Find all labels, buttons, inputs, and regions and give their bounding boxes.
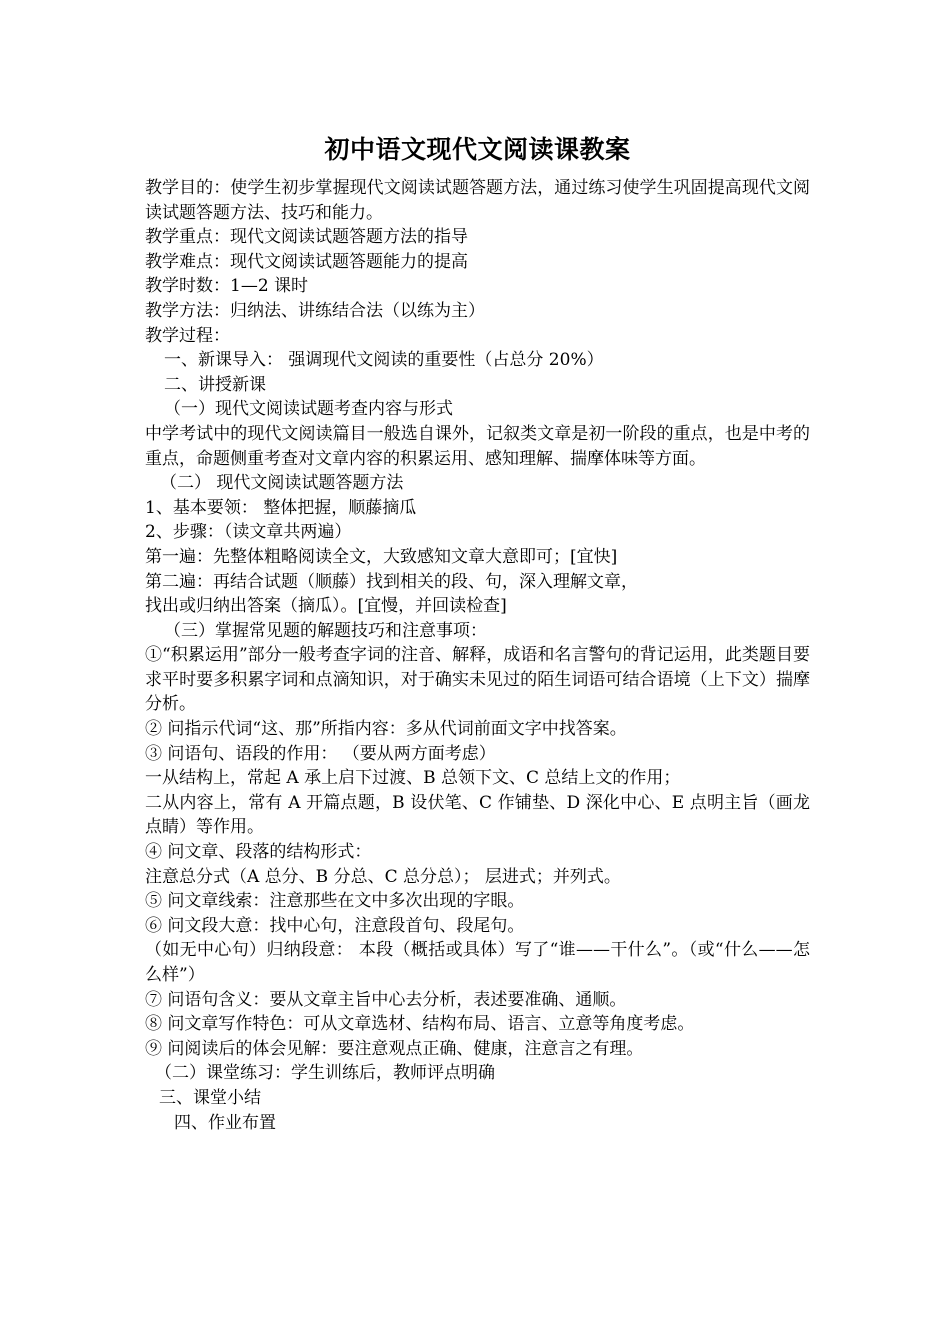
paragraph-steps: 2、步骤：（读文章共两遍） bbox=[145, 522, 352, 543]
paragraph-tip-9: ⑨ 问阅读后的体会见解：要注意观点正确、健康，注意言之有理。 bbox=[145, 1038, 644, 1059]
paragraph-tip-6: ⑥ 问文段大意：找中心句，注意段首句、段尾句。 bbox=[145, 915, 525, 936]
paragraph-difficulty: 教学难点：现代文阅读试题答题能力的提高 bbox=[145, 251, 468, 272]
paragraph-tip-3: ③ 问语句、语段的作用： （要从两方面考虑） bbox=[145, 743, 496, 764]
paragraph-basic-essentials: 1、基本要领： 整体把握，顺藤摘瓜 bbox=[145, 497, 417, 518]
paragraph-class-hours: 教学时数：1—2 课时 bbox=[145, 276, 309, 297]
paragraph-subsection-content: （一）现代文阅读试题考查内容与形式 bbox=[164, 399, 453, 420]
paragraph-section-new-lesson: 二、讲授新课 bbox=[164, 374, 266, 395]
paragraph-section-homework: 四、作业布置 bbox=[174, 1112, 276, 1133]
paragraph-tip-5: ⑤ 问文章线索：注意那些在文中多次出现的字眼。 bbox=[145, 891, 525, 912]
document-page bbox=[145, 132, 810, 1135]
paragraph-teaching-method: 教学方法：归纳法、讲练结合法（以练为主） bbox=[145, 300, 485, 321]
paragraph-tip-6-detail: （如无中心句）归纳段意： 本段（概括或具体）写了“谁——干什么”。（或“什么——怎么样”） bbox=[145, 940, 810, 985]
paragraph-tip-3-structure: 一从结构上，常起 A 承上启下过渡、B 总领下文、C 总结上文的作用； bbox=[145, 768, 681, 789]
paragraph-tip-4: ④ 问文章、段落的结构形式： bbox=[145, 842, 372, 863]
paragraph-section-intro: 一、新课导入： 强调现代文阅读的重要性（占总分 20%） bbox=[164, 350, 604, 371]
paragraph-tip-4-detail: 注意总分式（A 总分、B 分总、C 总分总）； 层进式；并列式。 bbox=[145, 866, 621, 887]
paragraph-key-point: 教学重点：现代文阅读试题答题方法的指导 bbox=[145, 227, 468, 248]
paragraph-subsection-method: （二） 现代文阅读试题答题方法 bbox=[160, 473, 404, 494]
paragraph-tip-3-content: 二从内容上，常有 A 开篇点题，B 设伏笔、C 作铺垫、D 深化中心、E 点明主旨（画龙点睛）等作用。 bbox=[145, 792, 810, 838]
paragraph-tip-8: ⑧ 问文章写作特色：可从文章选材、结构布局、语言、立意等角度考虑。 bbox=[145, 1014, 695, 1035]
paragraph-second-read: 第二遍：再结合试题（顺藤）找到相关的段、句，深入理解文章， bbox=[145, 571, 638, 592]
paragraph-teaching-process: 教学过程： bbox=[145, 325, 230, 346]
document-title: 初中语文现代文阅读课教案 bbox=[324, 135, 631, 164]
paragraph-find-answer: 找出或归纳出答案（摘瓜）。[宜慢，并回读检查] bbox=[145, 596, 507, 617]
paragraph-teaching-goal: 教学目的：使学生初步掌握现代文阅读试题答题方法，通过练习使学生巩固提高现代文阅读试题答题方法、技巧和能力。 bbox=[145, 178, 810, 223]
paragraph-content-desc: 中学考试中的现代文阅读篇目一般选自课外，记叙类文章是初一阶段的重点，也是中考的重点，命题侧重考查对文章内容的积累运用、感知理解、揣摩体味等方面。 bbox=[145, 423, 810, 469]
paragraph-section-summary: 三、课堂小结 bbox=[159, 1087, 261, 1108]
paragraph-class-practice: （二）课堂练习：学生训练后，教师评点明确 bbox=[155, 1063, 495, 1084]
paragraph-tip-2: ② 问指示代词“这、那”所指内容：多从代词前面文字中找答案。 bbox=[145, 719, 627, 740]
paragraph-tip-1: ①“积累运用”部分一般考查字词的注音、解释，成语和名言警句的背记运用，此类题目要求平时要多积累字词和点滴知识，对于确实未见过的陌生词语可结合语境（上下文）揣摩分析。 bbox=[145, 645, 810, 715]
paragraph-first-read: 第一遍：先整体粗略阅读全文，大致感知文章大意即可；[宜快] bbox=[145, 546, 618, 567]
paragraph-tip-7: ⑦ 问语句含义：要从文章主旨中心去分析，表述要准确、通顺。 bbox=[145, 989, 627, 1010]
paragraph-subsection-techniques: （三）掌握常见题的解题技巧和注意事项： bbox=[164, 620, 487, 641]
